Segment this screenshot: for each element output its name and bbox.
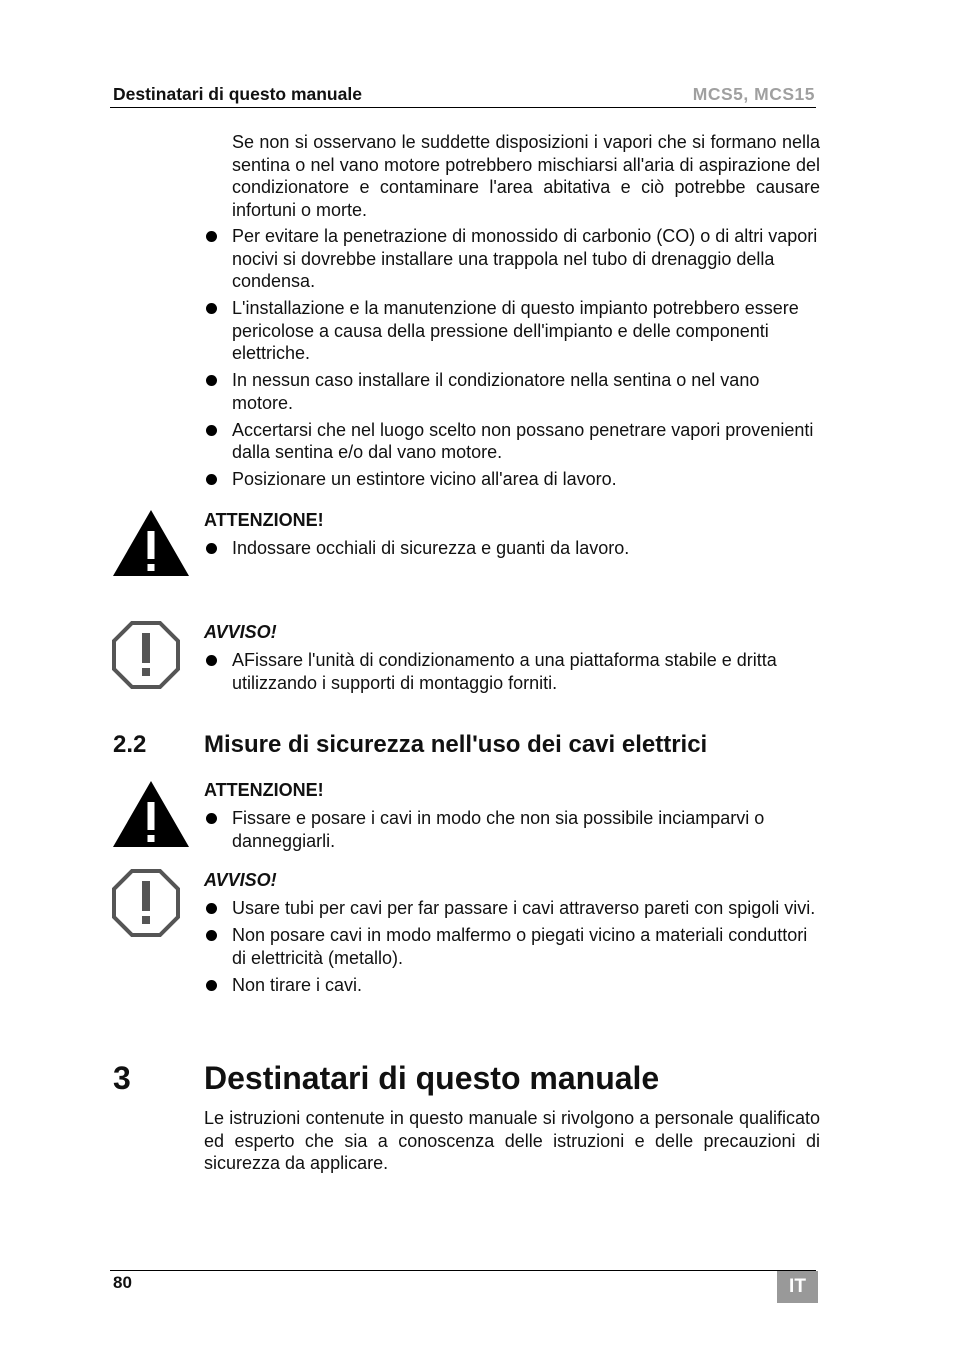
header-rule (110, 107, 816, 108)
language-badge: IT (777, 1271, 818, 1303)
list-item: Non posare cavi in modo malfermo o piegati vicino a materiali conduttori di elettricità (metallo). (204, 924, 820, 969)
warning-bullet-list (204, 807, 820, 857)
safety-bullet-list (204, 225, 820, 495)
footer-rule (110, 1270, 816, 1271)
list-item: In nessun caso installare il condizionatore nella sentina o nel vano motore. (204, 369, 820, 414)
running-header-title: Destinatari di questo manuale (113, 84, 362, 104)
warning-label: ATTENZIONE! (204, 510, 324, 530)
list-item: Usare tubi per cavi per far passare i cavi attraverso pareti con spigoli vivi. (204, 897, 820, 920)
notice-label: AVVISO! (204, 870, 277, 890)
warning-triangle-icon (112, 780, 190, 848)
notice-octagon-icon (112, 621, 180, 689)
notice-bullet-list (204, 897, 820, 1001)
list-item: Indossare occhiali di sicurezza e guanti da lavoro. (204, 537, 820, 560)
list-item: Accertarsi che nel luogo scelto non possano penetrare vapori provenienti dalla sentina e/o dal vano motore. (204, 419, 820, 464)
list-item: AFissare l'unità di condizionamento a una piattaforma stabile e dritta utilizzando i supporti di montaggio forniti. (204, 649, 820, 694)
warning-label: ATTENZIONE! (204, 780, 324, 800)
section-number: 2.2 (113, 731, 147, 758)
warning-triangle-icon (112, 509, 190, 577)
list-item: Posizionare un estintore vicino all'area di lavoro. (204, 468, 820, 491)
list-item: L'installazione e la manutenzione di questo impianto potrebbero essere pericolose a causa della pressione dell'impianto e delle componenti elettriche. (204, 297, 820, 365)
section-heading: Misure di sicurezza nell'uso dei cavi elettrici (204, 731, 708, 758)
intro-paragraph: Se non si osservano le suddette disposizioni i vapori che si formano nella sentina o nel vano motore potrebbero mischiarsi all'aria di aspirazione del condizionatore e contaminare l'area abitativa e ciò potrebbe causare infortuni o morte. (232, 132, 820, 220)
page-number: 80 (113, 1273, 132, 1292)
chapter-number: 3 (113, 1060, 131, 1096)
list-item: Non tirare i cavi. (204, 974, 820, 997)
chapter-body: Le istruzioni contenute in questo manuale si rivolgono a personale qualificato ed esperto che sia a conoscenza delle istruzioni e delle precauzioni di sicurezza da applicare. (204, 1108, 820, 1173)
warning-bullet-list (204, 537, 820, 564)
notice-bullet-list (204, 649, 820, 699)
notice-octagon-icon (112, 869, 180, 937)
chapter-heading: Destinatari di questo manuale (204, 1060, 660, 1096)
list-item: Fissare e posare i cavi in modo che non sia possibile inciamparvi o danneggiarli. (204, 807, 820, 852)
list-item: Per evitare la penetrazione di monossido di carbonio (CO) o di altri vapori nocivi si dovrebbe installare una trappola nel tubo di drenaggio della condensa. (204, 225, 820, 293)
notice-label: AVVISO! (204, 622, 277, 642)
running-header-model: MCS5, MCS15 (692, 84, 815, 104)
